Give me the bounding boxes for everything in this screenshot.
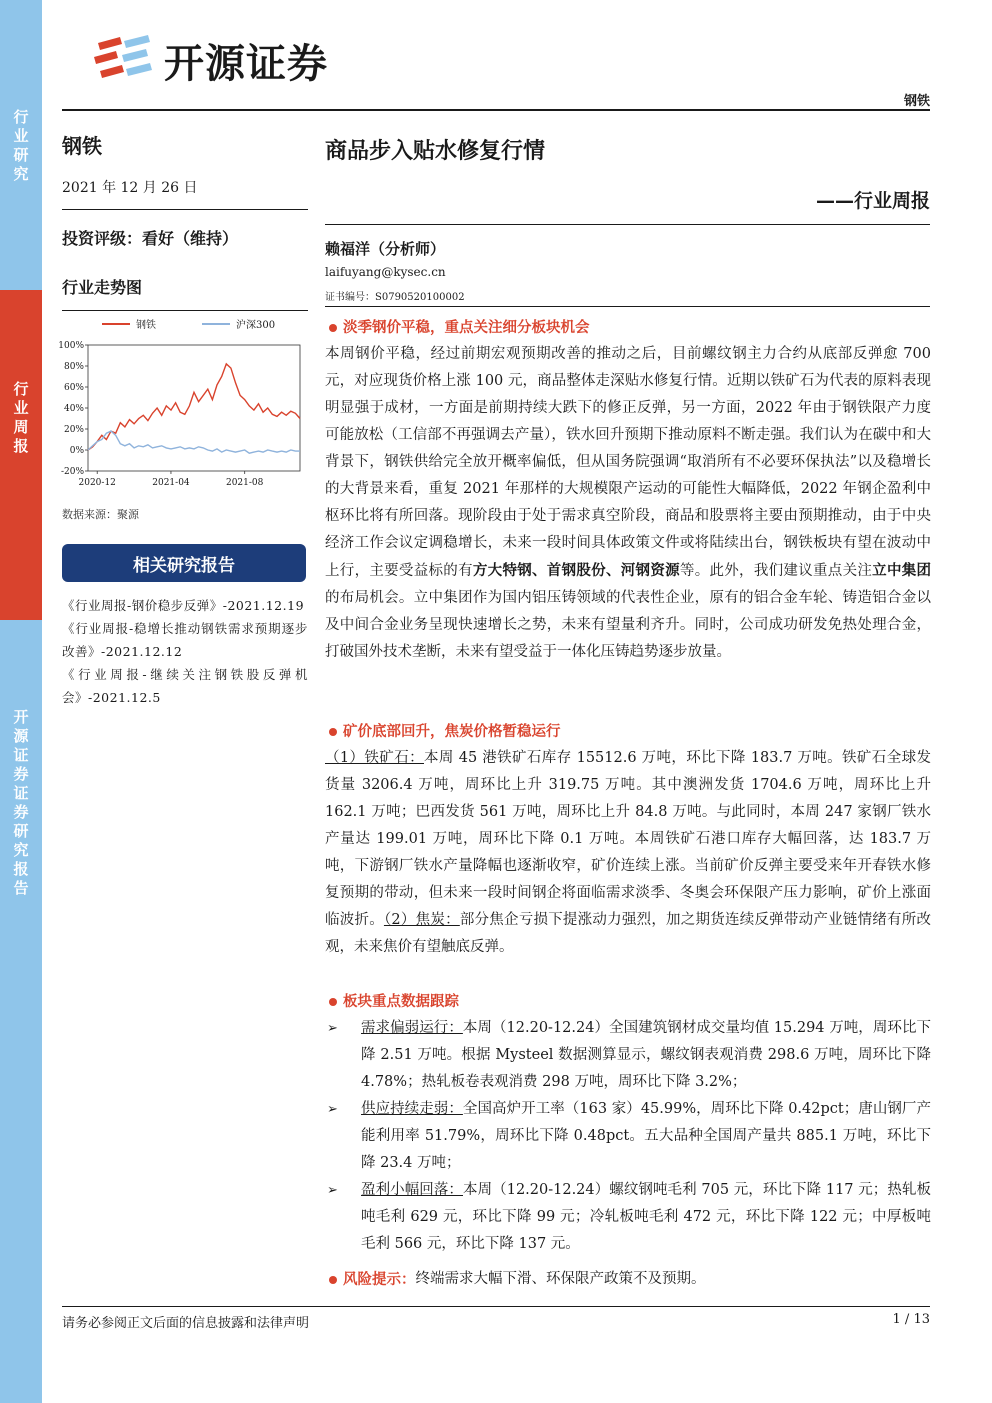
logo-mark-icon xyxy=(92,31,154,89)
side-band-bottom-label: 开源证券 证券研究报告 xyxy=(13,708,29,897)
x-tick-label: 2020-12 xyxy=(78,478,116,488)
related-report-link[interactable]: 《行业周报-继续关注钢铁股反弹机会》-2021.12.5 xyxy=(62,667,308,705)
list-item-text: 全国高炉开工率（163 家）45.99%，周环比下降 0.42pct；唐山钢厂产能利用率 51.79%，周环比下降 0.48pct。五大品种全国周产量共 885.1 万吨，环比下降 23.4 万吨； xyxy=(361,1101,931,1171)
section-1 xyxy=(325,314,931,666)
bullet-icon xyxy=(329,324,337,332)
left-column xyxy=(58,130,308,709)
legend-label: 沪深300 xyxy=(236,320,276,331)
trend-chart xyxy=(58,310,308,500)
header-rule xyxy=(62,109,930,111)
series-line-1 xyxy=(88,431,300,453)
list-item-text: 本周（12.20-12.24）螺纹钢吨毛利 705 元，环比下降 117 元；热轧板吨毛利 629 元，环比下降 99 元；冷轧板吨毛利 472 元，环比下降 122 元；中厚板吨毛利 566 元，环比下降 137 元。 xyxy=(361,1182,931,1252)
list-item xyxy=(325,1177,931,1258)
chart-source: 数据来源：聚源 xyxy=(62,508,139,521)
bullet-icon xyxy=(329,998,337,1006)
section-3-heading xyxy=(325,988,931,1015)
side-band-mid xyxy=(0,290,42,620)
series-line-0 xyxy=(88,364,300,450)
related-reports-banner: 相关研究报告 xyxy=(62,544,306,582)
report-title: 商品步入贴水修复行情 xyxy=(325,139,546,164)
x-tick-label: 2021-08 xyxy=(225,478,264,488)
y-tick-label: 80% xyxy=(63,362,84,372)
arrow-bullet-icon: ➢ xyxy=(327,1102,338,1117)
section-3-heading-text: 板块重点数据跟踪 xyxy=(343,993,459,1010)
investment-rating: 投资评级：看好（维持） xyxy=(62,229,239,248)
company-logo xyxy=(92,30,382,90)
right-rule-2 xyxy=(325,306,930,307)
section-2-text-coke: 部分焦企亏损下提涨动力强烈，加之期货连续反弹带动产业链情绪有所改观，未来焦价有望触底反弹。 xyxy=(325,912,932,955)
list-item-label: 需求偏弱运行： xyxy=(361,1020,463,1036)
section-3 xyxy=(325,988,931,1258)
section-2-heading-text: 矿价底部回升，焦炭价格暂稳运行 xyxy=(343,723,561,740)
risk-label: 风险提示： xyxy=(343,1271,416,1288)
side-band-top xyxy=(0,0,42,290)
list-item-text: 本周（12.20-12.24）全国建筑钢材成交量均值 15.294 万吨，周环比下降 2.51 万吨。根据 Mysteel 数据测算显示，螺纹钢表观消费 298.6 万吨，周环比下降 4.78%；热轧板卷表观消费 298 万吨，周环比下降 3.2%； xyxy=(361,1020,932,1090)
section-2-text-iron-ore: 本周 45 港铁矿石库存 15512.6 万吨，环比下降 183.7 万吨。铁矿石全球发货量 3206.4 万吨，周环比上升 319.75 万吨。其中澳洲发货 1704.6 万吨，周环比上升 162.1 万吨；巴西发货 561 万吨，周环比上升 84.8 万吨。与此同时，本周 247 家钢厂铁水产量达 199.01 万吨，周环比下降 0.1 万吨。本周铁矿石港口库存大幅回落，达 183.7 万吨，下游钢厂铁水产量降幅也逐渐收窄，矿价连续上涨。当前矿价反弹主要受来年开春铁水修复预期的带动，但未来一段时间钢企将面临需求淡季、冬奥会环保限产压力影响，矿价上涨面临波折。 xyxy=(325,750,931,928)
section-1-text-c: 的布局机会。立中集团作为国内铝压铸领域的代表性企业，原有的铝合金车轮、铸造铝合金以及中间合金业务呈现快速增长之势，未来有望量利齐升。同时，公司成功研发免热处理合金，打破国外技术垄断，未来有望受益于一体化压铸趋势逐步放量。 xyxy=(325,590,931,660)
y-tick-label: -20% xyxy=(60,467,84,477)
list-item-label: 供应持续走弱： xyxy=(361,1101,463,1117)
section-1-stock-2: 立中集团 xyxy=(872,562,932,579)
report-subtitle: ——行业周报 xyxy=(815,190,930,212)
header-sector-tag: 钢铁 xyxy=(903,94,930,109)
trend-chart-title: 行业走势图 xyxy=(62,278,143,297)
arrow-bullet-icon: ➢ xyxy=(327,1021,338,1036)
y-tick-label: 0% xyxy=(69,446,84,456)
section-2 xyxy=(325,718,931,961)
logo-text: 开源证券 xyxy=(164,40,328,87)
y-tick-label: 60% xyxy=(63,383,84,393)
side-band xyxy=(0,0,42,1403)
page-number: 1 / 13 xyxy=(892,1312,930,1327)
x-tick-label: 2021-04 xyxy=(152,478,190,488)
data-tracking-list xyxy=(325,1015,931,1258)
bullet-icon xyxy=(329,728,337,736)
risk-section xyxy=(325,1266,931,1293)
legend-label: 钢铁 xyxy=(136,320,156,331)
y-tick-label: 20% xyxy=(63,425,84,435)
section-2-label-iron-ore: （1）铁矿石： xyxy=(325,750,424,766)
y-tick-label: 40% xyxy=(63,404,84,414)
analyst-email[interactable]: laifuyang@kysec.cn xyxy=(325,265,446,279)
section-2-heading xyxy=(325,718,931,745)
side-band-bottom xyxy=(0,620,42,1403)
risk-heading xyxy=(325,1266,931,1293)
footer-rule xyxy=(62,1306,930,1307)
risk-text: 终端需求大幅下滑、环保限产政策不及预期。 xyxy=(415,1271,706,1287)
trend-chart-svg xyxy=(58,311,308,501)
report-date: 2021 年 12 月 26 日 xyxy=(62,180,198,196)
list-item xyxy=(325,1096,931,1177)
list-item-label: 盈利小幅回落： xyxy=(361,1182,463,1198)
related-report-link[interactable]: 《行业周报-钢价稳步反弹》-2021.12.19 xyxy=(62,598,305,613)
section-1-paragraph xyxy=(325,341,931,666)
left-rule-1 xyxy=(62,209,308,210)
section-1-text-a: 本周钢价平稳，经过前期宏观预期改善的推动之后，目前螺纹钢主力合约从底部反弹愈 700 元，对应现货价格上涨 100 元，商品整体走深贴水修复行情。近期以铁矿石为代表的原料表现明显强于成材，一方面是前期持续大跌下的修正反弹，另一方面，2022 年由于钢铁限产力度可能放松（工信部不再强调去产量），铁水回升预期下推动原料不断走强。我们认为在碳中和大背景下，钢铁供给完全放开概率偏低，但从国务院强调“取消所有不必要环保执法”以及稳增长的大背景来看，重复 2021 年那样的大规模限产运动的可能性大幅降低，2022 年钢企盈利中枢环比将有所回落。现阶段由于处于需求真空阶段，商品和股票将主要由预期推动，由于中央经济工作会议定调稳增长，未来一段时间具体政策文件或将陆续出台，钢铁板块有望在波动中上行，主要受益标的有 xyxy=(325,346,931,579)
section-1-heading-text: 淡季钢价平稳，重点关注细分板块机会 xyxy=(343,319,590,336)
sector-name: 钢铁 xyxy=(62,134,102,158)
arrow-bullet-icon: ➢ xyxy=(327,1183,338,1198)
section-2-label-coke: （2）焦炭： xyxy=(383,912,460,928)
section-2-paragraph xyxy=(325,745,931,961)
bullet-icon xyxy=(329,1276,337,1284)
list-item xyxy=(325,1015,931,1096)
analyst-name: 赖福洋（分析师） xyxy=(325,240,446,258)
y-tick-label: 100% xyxy=(58,341,84,351)
right-rule-1 xyxy=(325,224,930,225)
analyst-cert: 证书编号：S0790520100002 xyxy=(325,292,465,303)
section-1-text-b: 等。此外，我们建议重点关注 xyxy=(679,563,873,579)
related-report-link[interactable]: 《行业周报-稳增长推动钢铁需求预期逐步改善》-2021.12.12 xyxy=(62,621,308,659)
section-1-stocks: 方大特钢、首钢股份、河钢资源 xyxy=(472,562,680,579)
related-reports-list xyxy=(62,594,308,709)
section-1-heading xyxy=(325,314,931,341)
side-band-top-label: 行业研究 xyxy=(13,108,29,183)
side-band-mid-label: 行业周报 xyxy=(13,380,29,455)
footer-disclaimer: 请务必参阅正文后面的信息披露和法律声明 xyxy=(62,1316,310,1331)
